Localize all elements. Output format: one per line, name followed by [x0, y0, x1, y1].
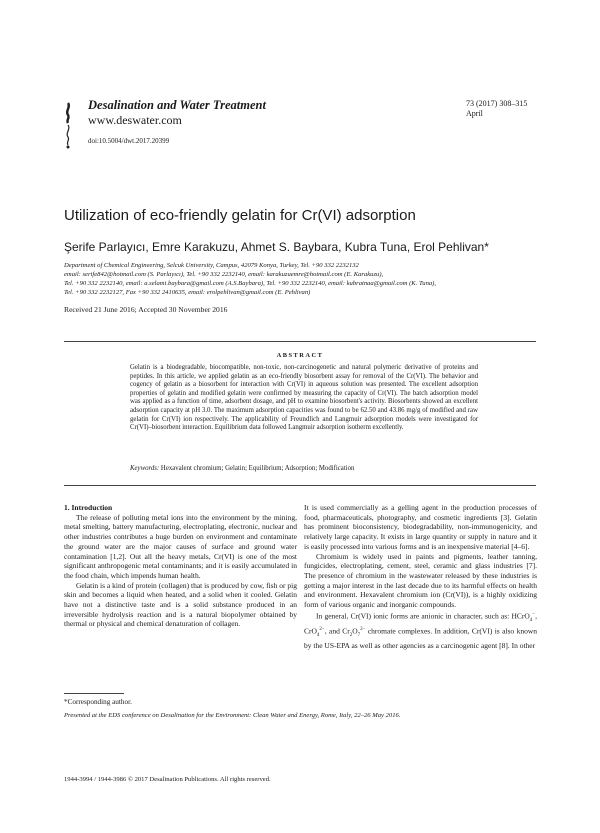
- divider: [64, 485, 536, 486]
- issue-month: April: [466, 109, 483, 118]
- abstract-heading: ABSTRACT: [276, 352, 324, 359]
- keywords-label: Keywords:: [130, 465, 160, 472]
- paragraph: In general, Cr(VI) ionic forms are anionic in character, such as: HCrO$_4$−, CrO$_4^{2-}$, and $Cr_2O_7^{2-}$ chromate complexes. In addition, Cr(VI) is also known by the US-EPA as well as other agencies as a carcinogenic agent [8]. In other: [304, 611, 537, 651]
- body-column-right: [304, 503, 537, 651]
- paragraph: The release of polluting metal ions into the environment by the mining, metal smelting, battery manufacturing, electroplating, electronic, nuclear and other industries contributes a huge burden on environment and contaminate the ground water are the major causes of surface and ground water contamination [1,2]. Out all the heavy metals, Cr(VI) is one of the most significant anthropogenic metal contaminants; and it is easily accumulated in the food chain, which impends human health.: [64, 512, 297, 580]
- journal-title: Desalination and Water Treatment: [88, 98, 266, 112]
- corresponding-author-note: *Corresponding author.: [64, 698, 132, 706]
- section-heading: 1. Introduction: [64, 503, 113, 512]
- affiliation-line: Tel. +90 332 2232127, Fax +90 332 2410635, email: erolpehlivan@gmail.com (E. Pehlivan): [64, 289, 311, 296]
- keywords-list: Hexavalent chromium; Gelatin; Equilibrium; Adsorption; Modification: [160, 465, 355, 472]
- paragraph: It is used commercially as a gelling agent in the production processes of food, pharmaceuticals, photography, and cosmetic ingredients [3]. Gelatin has prominent bioconsistency, biodegradability, non-immunogenicity, and relatively large capacity. It exists in large quantity or supply in nature and it is easily processed into various forms and is an inexpensive material [4–6].: [304, 503, 537, 551]
- received-dates: Received 21 June 2016; Accepted 30 November 2016: [64, 305, 228, 314]
- copyright: 1944-3994 / 1944-3986 © 2017 Desalination Publications. All rights reserved.: [64, 776, 271, 783]
- abstract-text: Gelatin is a biodegradable, biocompatible, non-toxic, non-carcinogenetic and natural polymeric derivative of proteins and peptides. In this article, we applied gelatin as an eco-friendly biosorbent assay for removal of the Cr(VI). The behavior and cogency of gelatin as a biosorbent for interaction with Cr(VI) in aqueous solution was presented. The excellent adsorption properties of gelatin and modified gelatin were confirmed by measuring the capacity of Cr(VI). The batch adsorption model was applied as a function of time, adsorbent dosage, and pH to examine biosorbent's activity. Biosorbents showed an excellent adsorption capacity at pH 3.0. The maximum adsorption capacities was found to be 62.50 and 43.86 mg/g of modified and raw gelatin for Cr(VI) ion respectively. The applicability of Freundlich and Langmuir adsorption models were investigated for Cr(VI)–biosorbent interaction. Equilibrium data followed Langmuir adsorption isotherm excellently.: [130, 364, 478, 432]
- divider: [64, 341, 536, 342]
- affiliation-line: email: serife842@hotmail.com (S. Parlayıcı), Tel. +90 332 2232140, email: karakuzuemre@hotmail.com (E. Karakuzu),: [64, 271, 384, 278]
- author-list: Şerife Parlayıcı, Emre Karakuzu, Ahmet S. Baybara, Kubra Tuna, Erol Pehlivan*: [64, 240, 489, 254]
- affiliation-line: Department of Chemical Engineering, Selcuk University, Campus, 42079 Konya, Turkey, Tel. +90 332 2232132: [64, 262, 359, 269]
- paragraph: Chromium is widely used in paints and pigments, leather tanning, fungicides, electroplating, cement, steel, ceramic and glass industries [7]. The presence of chromium in the wastewater released by these industries is getting a major interest in the last decade due to its harmful effects on health and environment. Hexavalent chromium ion (Cr(VI)), is a highly oxidizing form of various organic and inorganic compounds.: [304, 551, 537, 610]
- body-column-left: [64, 503, 297, 629]
- keywords: [130, 465, 478, 472]
- affiliation-line: Tel. +90 332 2232140, email: a.selami.baybara@gmail.com (A.S.Baybara), Tel. +90 332 2232140, email: kubratnaa@gmail.com (K. Tuna),: [64, 280, 437, 287]
- paragraph: Gelatin is a kind of protein (collagen) that is produced by cow, fish or pig skin and becomes a liquid when heated, and a solid when it cooled. Gelatin have not a distinctive taste and is a solid substance produced in an irreversible hydrolysis reaction and is a natural biopolymer obtained by thermal or physical and chemical denaturation of collagen.: [64, 580, 297, 629]
- volume-pages: 73 (2017) 308–315: [466, 99, 528, 108]
- conference-note: Presented at the EDS conference on Desalination for the Environment: Clean Water and Energy, Rome, Italy, 22–26 May 2016.: [64, 712, 401, 719]
- article-title: Utilization of eco-friendly gelatin for Cr(VI) adsorption: [64, 207, 416, 224]
- footnote-divider: [64, 693, 124, 694]
- journal-url[interactable]: www.deswater.com: [88, 113, 182, 127]
- publisher-logo-icon: [62, 101, 76, 149]
- doi-link[interactable]: doi:10.5004/dwt.2017.20399: [88, 137, 170, 145]
